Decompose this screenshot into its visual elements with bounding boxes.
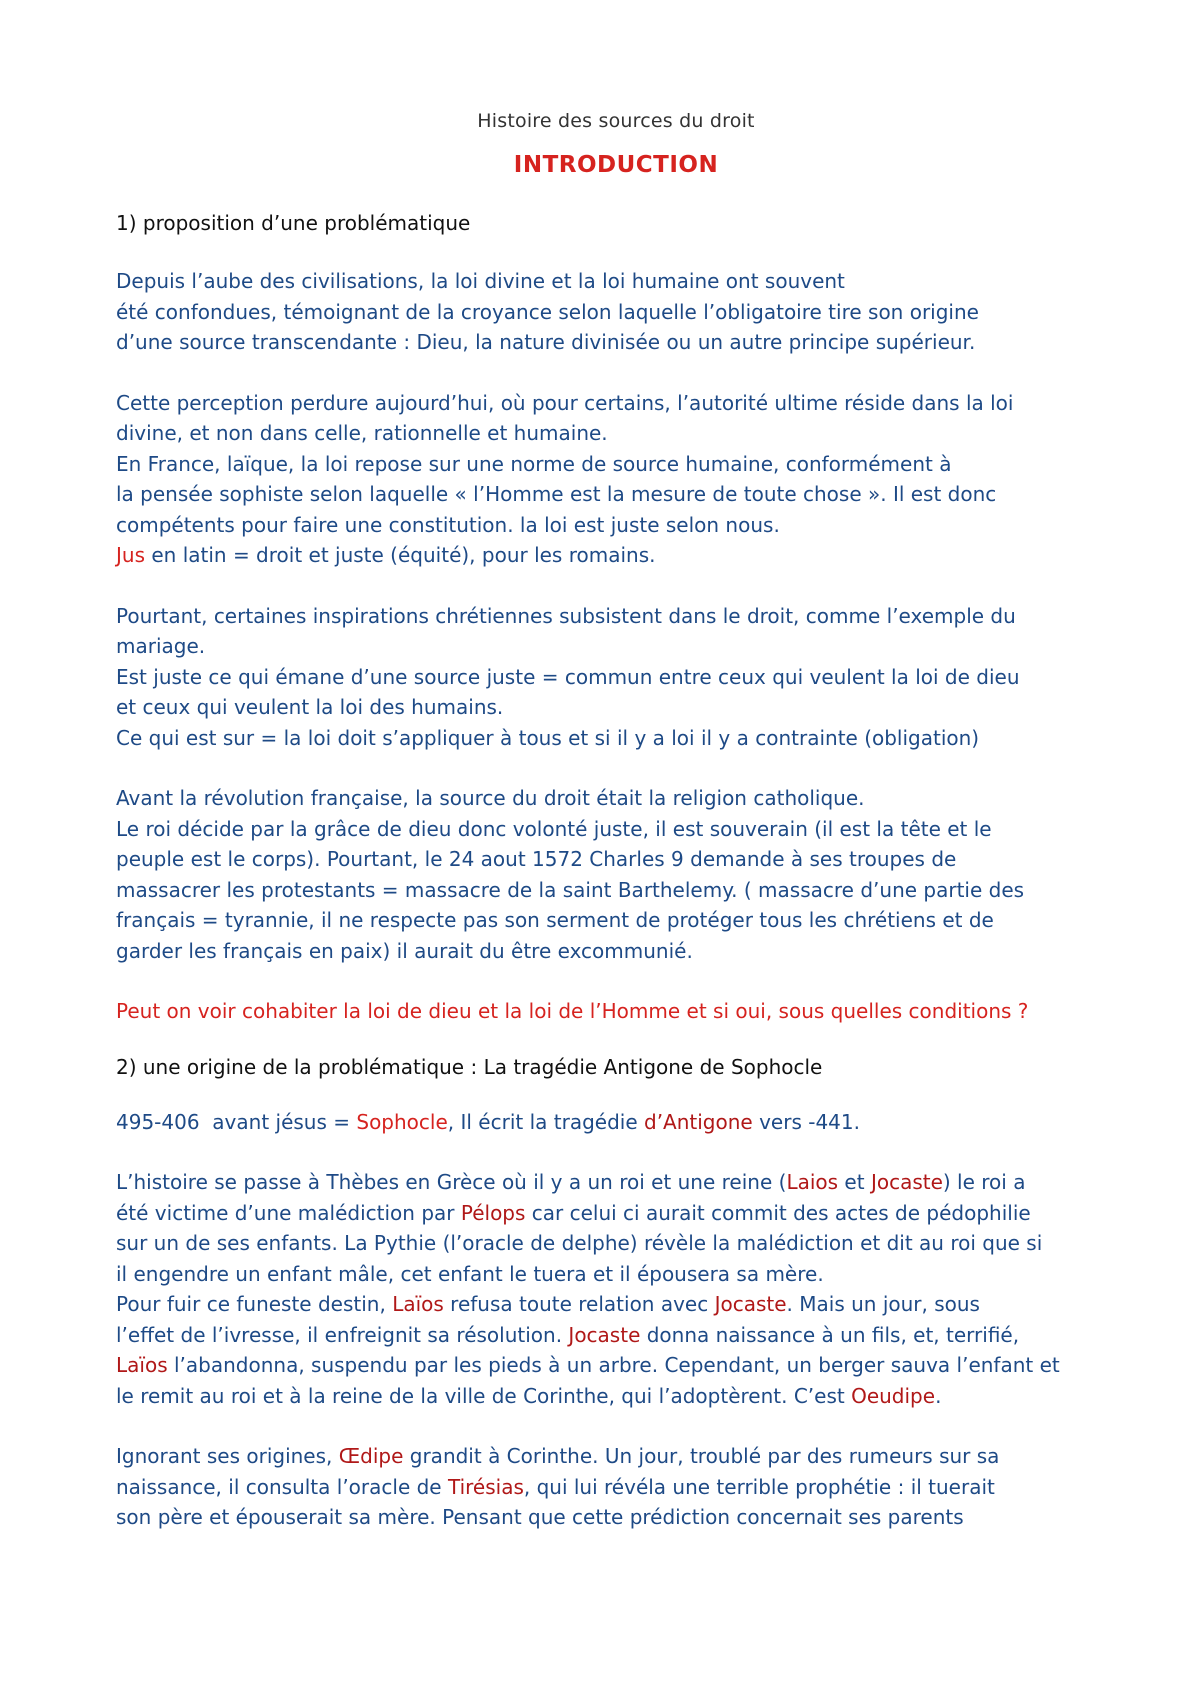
name-laios: Laïos	[392, 1292, 444, 1316]
paragraph-7	[116, 1441, 1116, 1533]
text-line: divine, et non dans celle, rationnelle et humaine.	[116, 421, 608, 445]
name-pelops: Pélops	[460, 1200, 526, 1225]
text-fragment: L’histoire se passe à Thèbes en Grèce où il y a un roi et une reine (	[116, 1170, 787, 1194]
text-line: peuple est le corps). Pourtant, le 24 aout 1572 Charles 9 demande à ses troupes de	[116, 847, 957, 871]
name-sophocle: Sophocle	[356, 1109, 448, 1134]
text-line: Cette perception perdure aujourd’hui, où pour certains, l’autorité ultime réside dans la loi	[116, 390, 1014, 415]
problem-question	[116, 996, 1116, 1027]
text-fragment: Ignorant ses origines,	[116, 1444, 339, 1468]
section-heading-2: 2) une origine de la problématique : La tragédie Antigone de Sophocle	[116, 1054, 823, 1079]
text-fragment: .	[935, 1383, 942, 1408]
paragraph-3	[116, 601, 1116, 754]
text-line: sur un de ses enfants. La Pythie (l’oracle de delphe) révèle la malédiction et dit au roi que si	[116, 1231, 1043, 1255]
text-fragment: , qui lui révéla une terrible prophétie : il tuerait	[523, 1474, 995, 1499]
text-line: Le roi décide par la grâce de dieu donc volonté juste, il est souverain (il est la tête et le	[116, 816, 992, 841]
text-fragment: Pour fuir ce funeste destin,	[116, 1292, 393, 1316]
text-line: En France, laïque, la loi repose sur une norme de source humaine, conformément à	[116, 451, 952, 476]
question-text: Peut on voir cohabiter la loi de dieu et la loi de l’Homme et si oui, sous quelles conditions ?	[116, 999, 1029, 1023]
text-line: garder les français en paix) il aurait du être excommunié.	[116, 938, 693, 963]
text-line	[116, 1107, 1116, 1138]
paragraph-6	[116, 1167, 1116, 1411]
text-fragment: grandit à Corinthe. Un jour, troublé par des rumeurs sur sa	[403, 1444, 1000, 1468]
name-oeudipe: Oeudipe	[851, 1383, 936, 1408]
name-laios: Laïos	[116, 1353, 168, 1377]
jus-definition: en latin = droit et juste (équité), pour les romains.	[145, 543, 656, 567]
name-jocaste: Jocaste	[714, 1292, 787, 1316]
text-line: compétents pour faire une constitution. la loi est juste selon nous.	[116, 512, 780, 537]
text-line	[116, 1198, 1116, 1229]
text-line	[116, 1350, 1116, 1381]
text-fragment: l’effet de l’ivresse, il enfreignit sa résolution.	[116, 1322, 569, 1347]
text-line	[116, 1320, 1116, 1351]
paragraph-4	[116, 783, 1116, 966]
paragraph-5	[116, 1107, 1116, 1138]
paragraph-2	[116, 388, 1116, 571]
sophocle-dates: 495-406	[116, 1109, 200, 1134]
text-line	[116, 1472, 1116, 1503]
name-jocaste: Jocaste	[870, 1170, 943, 1194]
text-fragment: . Mais un jour, sous	[786, 1292, 980, 1316]
name-jocaste: Jocaste	[568, 1322, 641, 1347]
text-fragment: refusa toute relation avec	[443, 1292, 715, 1316]
text-line: son père et épouserait sa mère. Pensant que cette prédiction concernait ses parents	[116, 1505, 964, 1529]
text-line: Avant la révolution française, la source du droit était la religion catholique.	[116, 786, 865, 810]
text-line-jus	[116, 540, 1116, 571]
text-line: et ceux qui veulent la loi des humains.	[116, 695, 504, 719]
text-line	[116, 1441, 1116, 1472]
text-fragment: , Il écrit la tragédie	[447, 1109, 644, 1134]
text-fragment: vers -441.	[752, 1109, 860, 1134]
text-fragment: l’abandonna, suspendu par les pieds à un arbre. Cependant, un berger sauva l’enfant et	[167, 1353, 1060, 1377]
running-header: Histoire des sources du droit	[477, 110, 755, 132]
text-line: Depuis l’aube des civilisations, la loi divine et la loi humaine ont souvent	[116, 269, 845, 293]
text-fragment: et	[838, 1170, 871, 1194]
text-fragment: avant jésus =	[199, 1109, 357, 1134]
text-line: français = tyrannie, il ne respecte pas son serment de protéger tous les chrétiens et de	[116, 908, 994, 932]
text-line: Pourtant, certaines inspirations chrétiennes subsistent dans le droit, comme l’exemple du	[116, 603, 1016, 628]
text-line	[116, 1167, 1116, 1198]
page-title: INTRODUCTION	[513, 152, 719, 178]
text-line: Ce qui est sur = la loi doit s’appliquer à tous et si il y a loi il y a contrainte (obligation)	[116, 725, 980, 750]
name-oedipe: Œdipe	[338, 1444, 404, 1468]
text-line: massacrer les protestants = massacre de la saint Barthelemy. ( massacre d’une partie des	[116, 877, 1025, 902]
text-line: il engendre un enfant mâle, cet enfant le tuera et il épousera sa mère.	[116, 1261, 824, 1286]
text-fragment: donna naissance à un fils, et, terrifié,	[640, 1322, 1020, 1347]
text-fragment: ) le roi a	[942, 1170, 1026, 1194]
name-tiresias: Tirésias	[447, 1474, 524, 1499]
paragraph-1	[116, 266, 1116, 358]
term-jus: Jus	[116, 543, 145, 567]
section-heading-1: 1) proposition d’une problématique	[116, 211, 471, 235]
name-antigone: d’Antigone	[644, 1109, 753, 1134]
text-fragment: car celui ci aurait commit des actes de pédophilie	[525, 1200, 1031, 1225]
text-line: été confondues, témoignant de la croyance selon laquelle l’obligatoire tire son origine	[116, 299, 979, 324]
text-line	[116, 1289, 1116, 1320]
document-page	[116, 106, 1116, 1533]
text-fragment: été victime d’une malédiction par	[116, 1200, 461, 1225]
text-line: d’une source transcendante : Dieu, la nature divinisée ou un autre principe supérieur.	[116, 330, 976, 354]
name-laios: Laios	[786, 1170, 839, 1194]
text-line: Est juste ce qui émane d’une source juste = commun entre ceux qui veulent la loi de dieu	[116, 664, 1020, 689]
text-line: la pensée sophiste selon laquelle « l’Homme est la mesure de toute chose ». Il est donc	[116, 482, 997, 506]
text-fragment: le remit au roi et à la reine de la ville de Corinthe, qui l’adoptèrent. C’est	[116, 1383, 852, 1408]
text-line: mariage.	[116, 634, 206, 658]
text-fragment: naissance, il consulta l’oracle de	[116, 1474, 448, 1499]
text-line	[116, 1381, 1116, 1412]
